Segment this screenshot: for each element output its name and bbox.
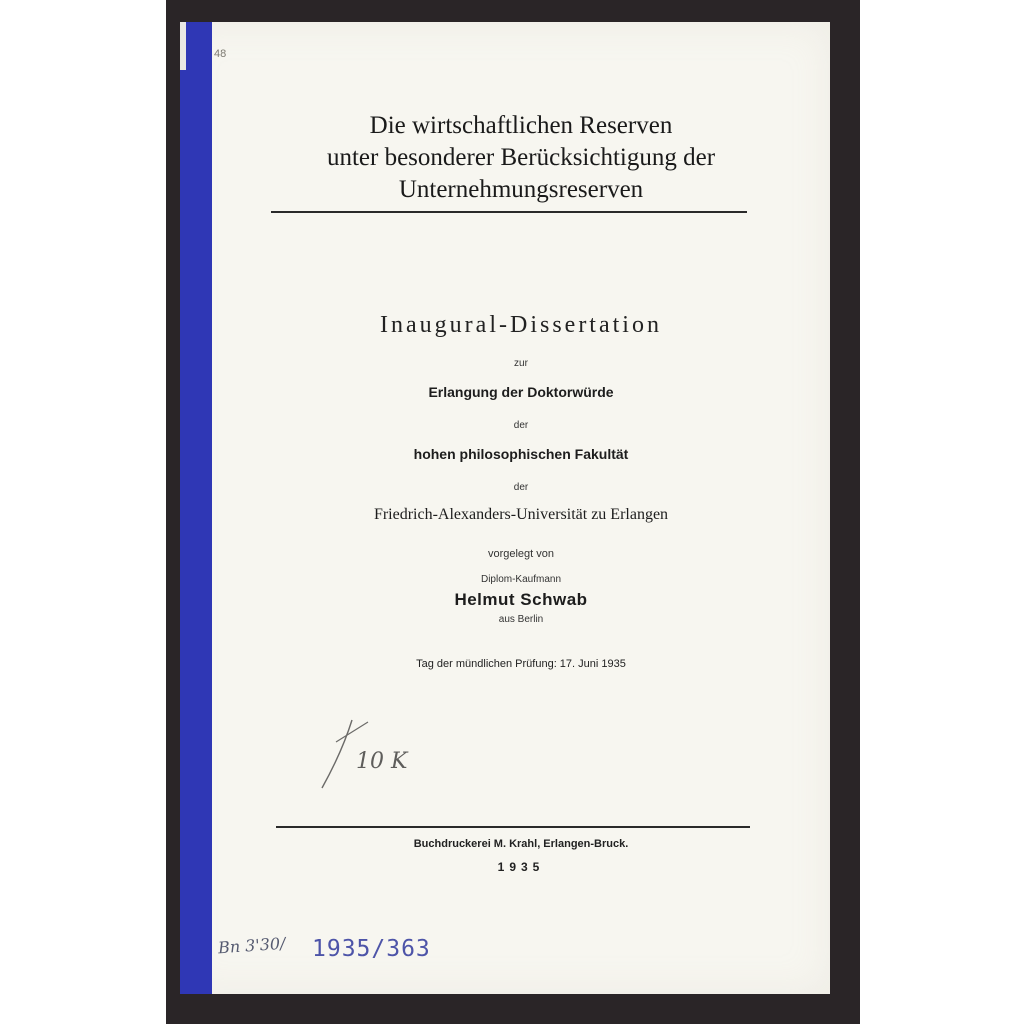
print-year: 1935 <box>497 860 545 874</box>
handwritten-price-mark <box>320 712 440 802</box>
author-title: Diplom-Kaufmann <box>480 574 562 585</box>
degree-line: Erlangung der Doktorwürde <box>428 384 614 400</box>
pencil-catalog-note: Bn 3'30/ <box>217 933 287 958</box>
presented-by: vorgelegt von <box>487 548 555 560</box>
author-name: Helmut Schwab <box>454 590 588 609</box>
corner-pencil-mark: 48 <box>214 48 227 60</box>
blue-binding-strip <box>180 22 212 994</box>
faculty-line: hohen philosophischen Fakultät <box>413 446 629 462</box>
title-line-1: Die wirtschaftlichen Reserven <box>369 112 673 139</box>
handwriting-text: 10 K <box>356 749 408 774</box>
author-origin: aus Berlin <box>498 614 544 625</box>
word-der-2: der <box>513 482 529 493</box>
title-page <box>180 22 830 994</box>
word-der-1: der <box>513 420 529 431</box>
printer-line: Buchdruckerei M. Krahl, Erlangen-Bruck. <box>413 838 629 850</box>
imprint-divider <box>276 826 750 828</box>
word-zur: zur <box>514 358 528 369</box>
title-line-3: Unternehmungsreserven <box>398 176 644 203</box>
exam-date: Tag der mündlichen Prüfung: 17. Juni 1935 <box>416 658 626 670</box>
title-line-2: unter besonderer Berücksichtigung der <box>326 144 716 171</box>
document-title <box>212 110 830 206</box>
university-line: Friedrich-Alexanders-Universität zu Erlangen <box>373 506 669 523</box>
library-stamp: 1935/363 <box>312 936 431 962</box>
binding-edge <box>180 22 186 70</box>
title-divider <box>271 211 747 213</box>
dissertation-heading: Inaugural-Dissertation <box>380 312 662 338</box>
